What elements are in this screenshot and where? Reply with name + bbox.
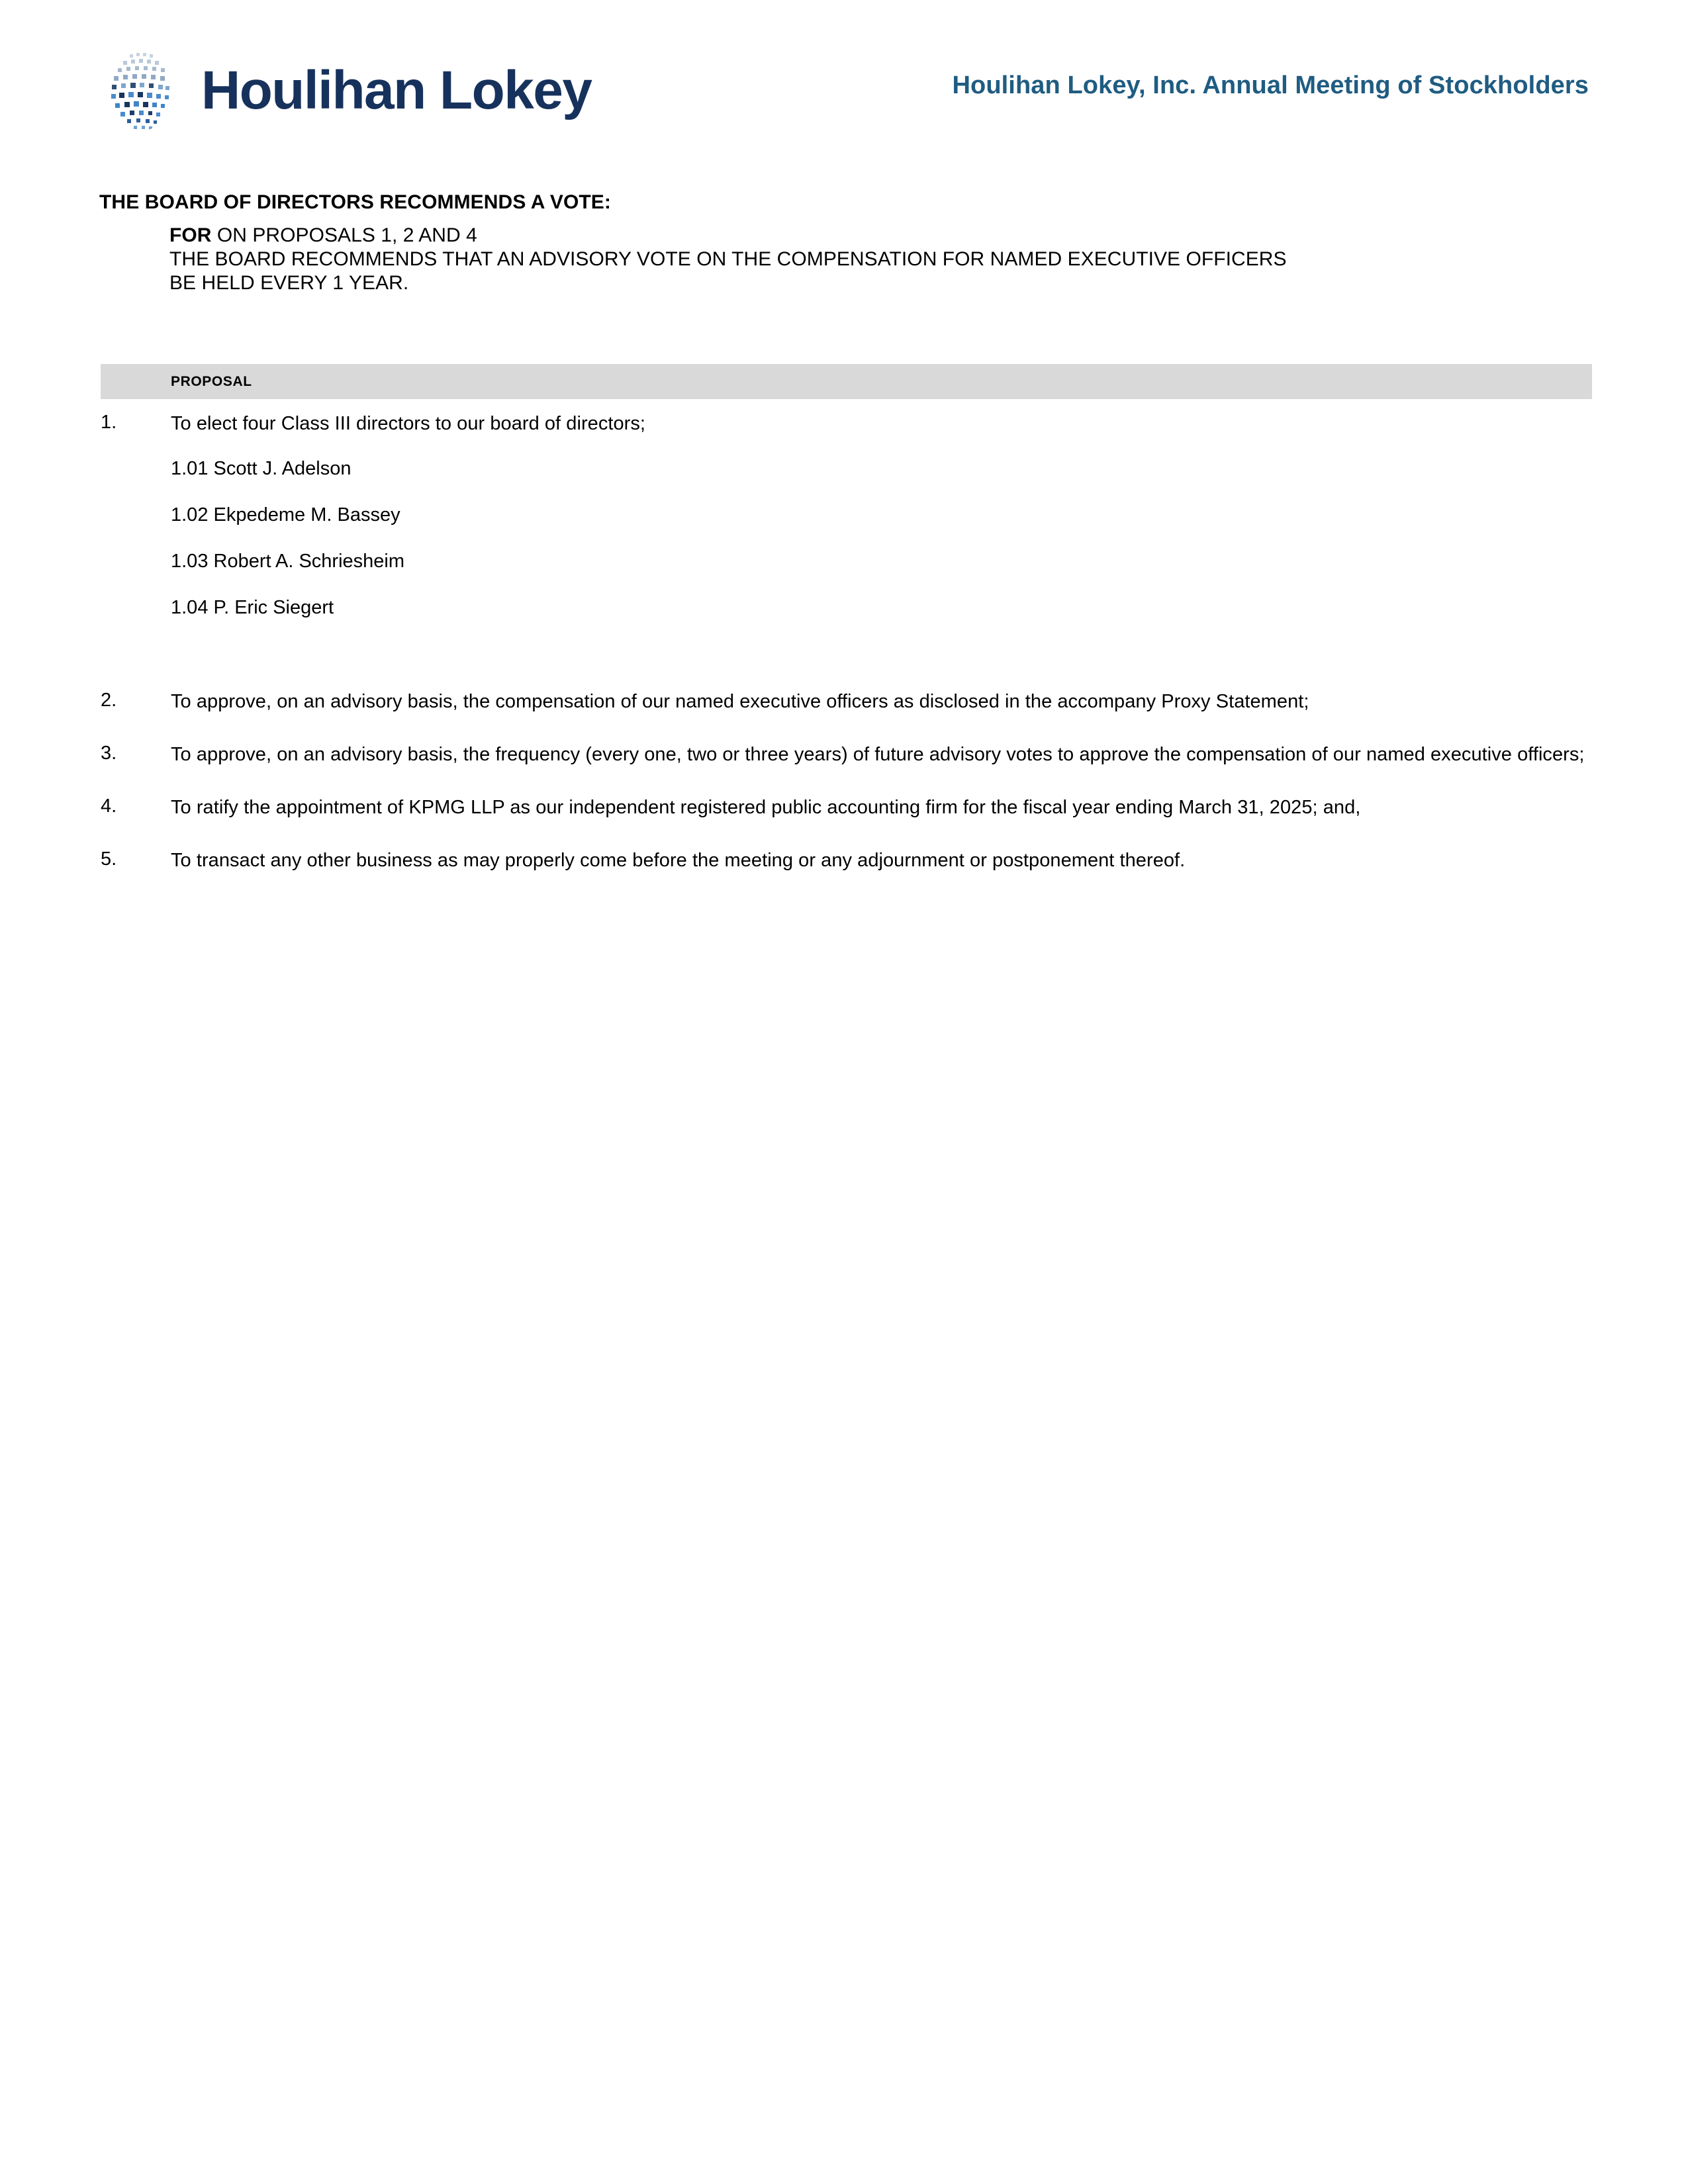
proposal-number: 4.: [101, 796, 117, 817]
proposal-column-header-label: PROPOSAL: [171, 374, 252, 389]
recommendation-heading: THE BOARD OF DIRECTORS RECOMMENDS A VOTE:: [99, 191, 612, 213]
globe-dots-logo-icon: [99, 48, 185, 134]
proposal-table-header: [101, 364, 1592, 399]
proposal-row[interactable]: [101, 409, 1595, 663]
nominee-row[interactable]: 1.04 P. Eric Siegert: [171, 597, 334, 618]
proposal-text: To elect four Class III directors to our board of directors;: [171, 413, 646, 434]
nominee-list: [171, 455, 1595, 621]
brand-wordmark: Houlihan Lokey: [201, 60, 592, 120]
proposal-text: To ratify the appointment of KPMG LLP as our independent registered public accounting firm for the fiscal year ending March 31, 2025; and,: [171, 797, 1361, 818]
meeting-title: Houlihan Lokey, Inc. Annual Meeting of Stockholders: [952, 71, 1589, 99]
proposal-text: To approve, on an advisory basis, the frequency (every one, two or three years) of future advisory votes to approve the compensation of our named executive officers;: [171, 744, 1585, 765]
proposal-number: 1.: [101, 412, 117, 433]
recommendation-block: [99, 191, 1595, 295]
recommendation-line-3: BE HELD EVERY 1 YEAR.: [169, 272, 409, 294]
nominee-row[interactable]: 1.03 Robert A. Schriesheim: [171, 551, 405, 572]
nominee-row[interactable]: 1.02 Ekpedeme M. Bassey: [171, 504, 400, 525]
proposal-text: To approve, on an advisory basis, the compensation of our named executive officers as disclosed in the accompany Proxy Statement;: [171, 691, 1309, 712]
for-label: FOR: [169, 224, 212, 246]
proposal-text: To transact any other business as may properly come before the meeting or any adjournment or postponement thereof.: [171, 850, 1186, 871]
nominee-row[interactable]: 1.01 Scott J. Adelson: [171, 458, 352, 479]
nominee-list-spacer: [101, 641, 1595, 663]
for-rest: ON PROPOSALS 1, 2 AND 4: [211, 224, 477, 246]
recommendation-line-2: THE BOARD RECOMMENDS THAT AN ADVISORY VOTE ON THE COMPENSATION FOR NAMED EXECUTIVE OFFICERS: [169, 248, 1287, 270]
brand-lockup: [99, 48, 592, 134]
proposal-row[interactable]: [101, 793, 1595, 822]
proposal-number: 2.: [101, 690, 117, 711]
proposal-row[interactable]: [101, 740, 1595, 769]
recommendation-line-1: [169, 224, 1595, 248]
proposal-list: [101, 409, 1595, 899]
proposal-row[interactable]: [101, 846, 1595, 875]
proposal-row[interactable]: [101, 687, 1595, 716]
page-header: [0, 0, 1688, 162]
proposal-number: 3.: [101, 743, 117, 764]
proposal-number: 5.: [101, 848, 117, 870]
recommendation-body: [169, 224, 1595, 295]
